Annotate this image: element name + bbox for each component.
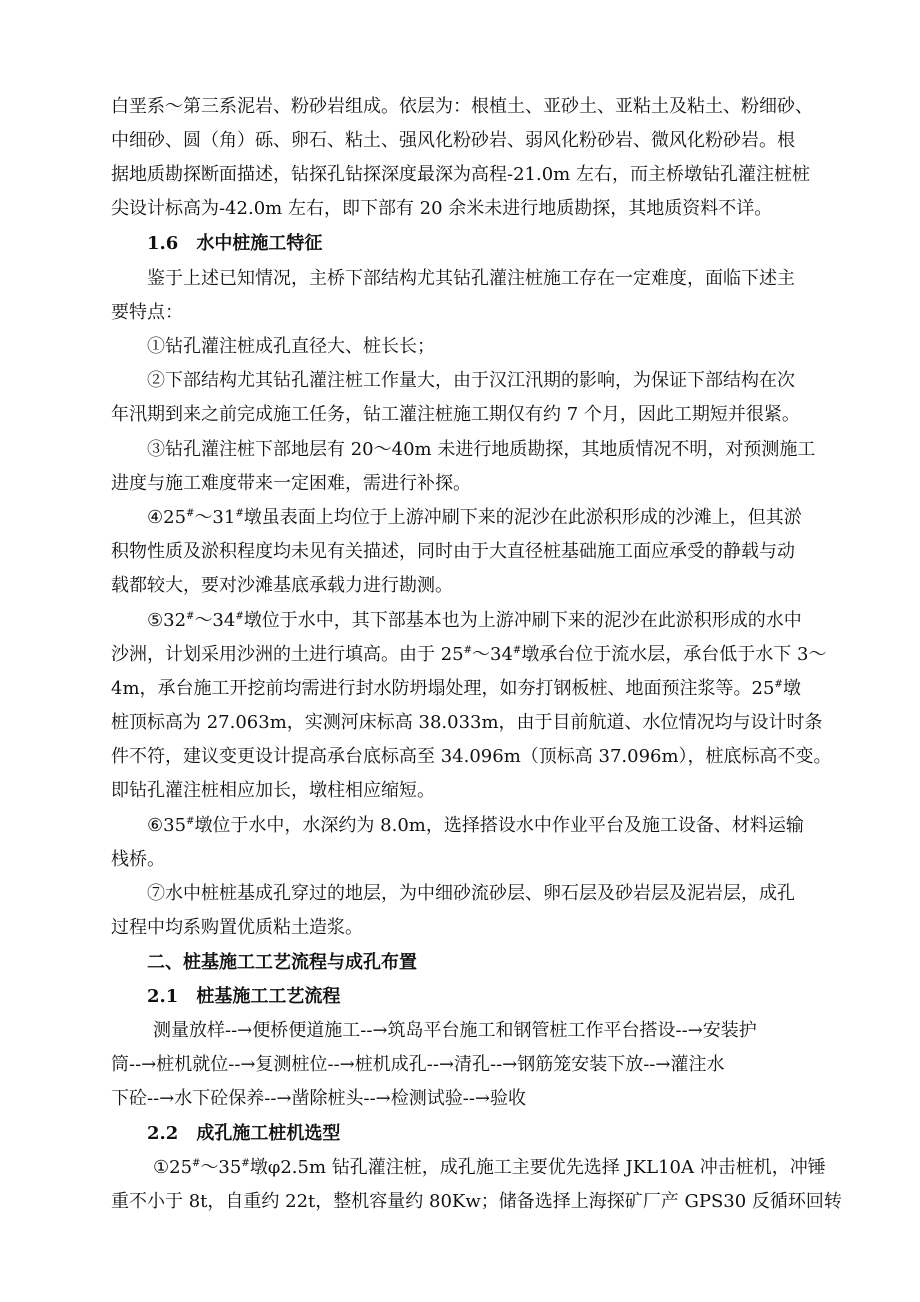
- list-item-3: ③钻孔灌注桩下部地层有 20～40m 未进行地质勘探，其地质情况不明，对预测施工: [147, 439, 816, 460]
- section-heading-2: 二、桩基施工工艺流程与成孔布置: [147, 952, 417, 973]
- section-heading-2-2: 2.2 成孔施工桩机选型: [147, 1123, 341, 1144]
- paragraph-line: 积物性质及淤积程度均未见有关描述，同时由于大直径桩基础施工面应承受的静载与动: [111, 541, 795, 562]
- list-item-4: ④25#～31#墩虽表面上均位于上游冲刷下来的泥沙在此淤积形成的沙滩上，但其淤: [147, 507, 802, 528]
- flow-line: 筒--→桩机就位--→复测桩位--→桩机成孔--→清孔--→钢筋笼安装下放--→灌注水: [111, 1054, 725, 1075]
- paragraph-line: 据地质勘探断面描述，钻探孔钻探深度最深为高程-21.0m 左右，而主桥墩钻孔灌注桩桩: [111, 164, 810, 185]
- section-heading-2-1: 2.1 桩基施工工艺流程: [147, 986, 341, 1007]
- section-heading-1-6: 1.6 水中桩施工特征: [147, 233, 323, 254]
- list-item-5: ⑤32#～34#墩位于水中，其下部基本也为上游冲刷下来的泥沙在此淤积形成的水中: [147, 610, 802, 631]
- paragraph-line: 尖设计标高为-42.0m 左右，即下部有 20 余米未进行地质勘探，其地质资料不详。: [111, 198, 773, 219]
- paragraph-line: 过程中均系购置优质粘土造浆。: [111, 917, 363, 938]
- paragraph-line: 鉴于上述已知情况，主桥下部结构尤其钻孔灌注桩施工存在一定难度，面临下述主: [147, 268, 795, 289]
- paragraph-line: 桩顶标高为 27.063m，实测河床标高 38.033m，由于目前航道、水位情况均与设计时条: [111, 712, 823, 733]
- paragraph-line: 进度与施工难度带来一定困难，需进行补探。: [111, 473, 471, 494]
- paragraph-line: 即钻孔灌注桩相应加长，墩柱相应缩短。: [111, 780, 435, 801]
- list-item-7: ⑦水中桩桩基成孔穿过的地层，为中细砂流砂层、卵石层及砂岩层及泥岩层，成孔: [147, 883, 795, 904]
- list-item-2: ②下部结构尤其钻孔灌注桩工作量大，由于汉江汛期的影响，为保证下部结构在次: [147, 370, 795, 391]
- paragraph-line: 件不符，建议变更设计提高承台底标高至 34.096m（顶标高 37.096m），桩底标高不变。: [111, 746, 832, 767]
- flow-line: 下砼--→水下砼保养--→凿除桩头--→检测试验--→验收: [111, 1088, 526, 1109]
- flow-line: 测量放样--→便桥便道施工--→筑岛平台施工和钢管桩工作平台搭设--→安装护: [153, 1020, 757, 1041]
- paragraph-line: 年汛期到来之前完成施工任务，钻工灌注桩施工期仅有约 7 个月，因此工期短并很紧。: [111, 404, 800, 425]
- paragraph-line: 重不小于 8t，自重约 22t，整机容量约 80Kw；储备选择上海探矿厂产 GPS30 反循环回转: [111, 1191, 842, 1212]
- paragraph-line: 载都较大，要对沙滩基底承载力进行勘测。: [111, 575, 453, 596]
- paragraph-line: 沙洲，计划采用沙洲的土进行填高。由于 25#～34#墩承台位于流水层，承台低于水下 3～: [111, 644, 827, 665]
- paragraph-line: 中细砂、圆（角）砾、卵石、粘土、强风化粉砂岩、弱风化粉砂岩、微风化粉砂岩。根: [111, 130, 795, 151]
- paragraph-line: 白垩系～第三系泥岩、粉砂岩组成。依层为：根植土、亚砂土、亚粘土及粘土、粉细砂、: [111, 96, 813, 117]
- selection-item-1: ①25#～35#墩φ2.5m 钻孔灌注桩，成孔施工主要优先选择 JKL10A 冲击桩机，冲锤: [153, 1157, 826, 1178]
- paragraph-line: 4m，承台施工开挖前均需进行封水防坍塌处理，如夯打钢板桩、地面预注浆等。25#墩: [111, 678, 801, 699]
- paragraph-line: 栈桥。: [111, 849, 165, 870]
- paragraph-line: 要特点：: [111, 302, 183, 323]
- list-item-6: ⑥35#墩位于水中，水深约为 8.0m，选择搭设水中作业平台及施工设备、材料运输: [147, 815, 804, 836]
- list-item-1: ①钻孔灌注桩成孔直径大、桩长长；: [147, 336, 435, 357]
